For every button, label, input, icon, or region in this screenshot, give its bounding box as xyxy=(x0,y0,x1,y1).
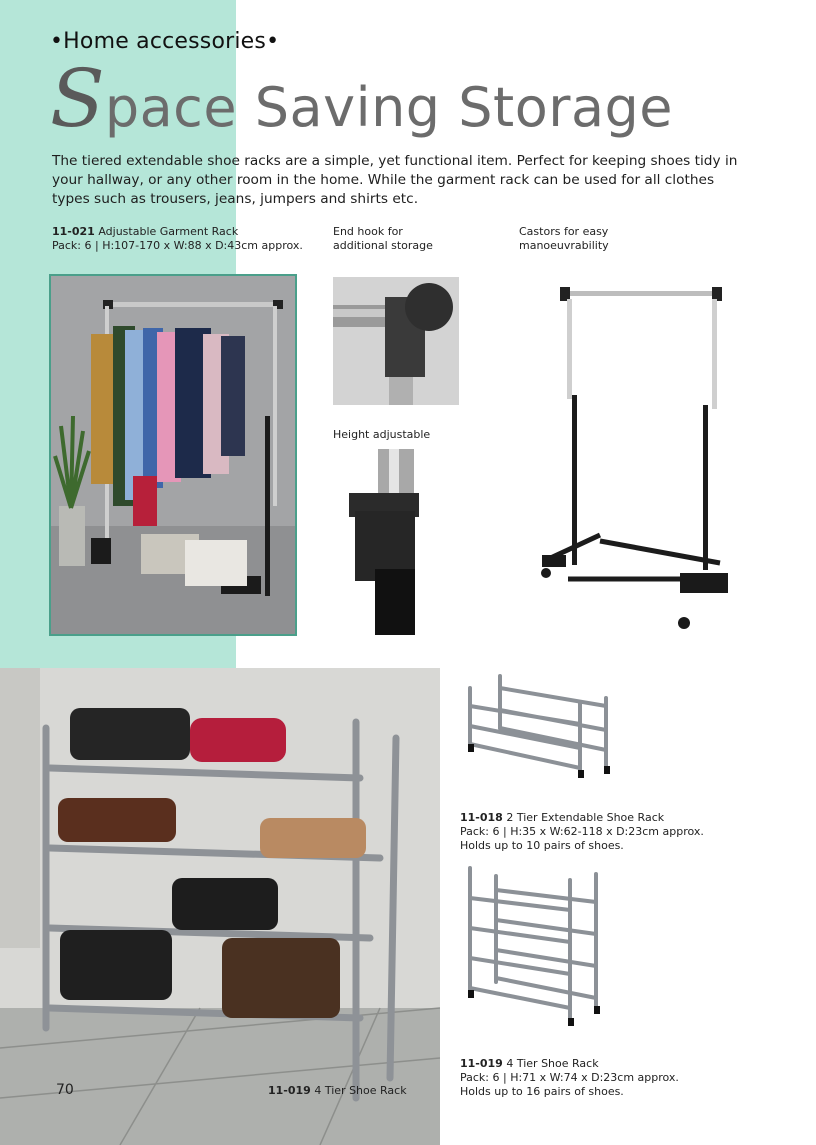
two-tier-rack-caption xyxy=(460,811,704,853)
castors-rack-photo xyxy=(540,283,735,631)
height-adjustable-photo xyxy=(333,449,459,635)
product-name: 4 Tier Shoe Rack xyxy=(506,1057,599,1070)
garment-rack-caption xyxy=(52,225,303,253)
castors-caption xyxy=(519,225,609,253)
product-code: 11-021 xyxy=(52,225,95,238)
two-tier-shoe-rack-photo xyxy=(462,668,614,784)
end-hook-photo xyxy=(333,277,459,405)
caption-line: manoeuvrability xyxy=(519,239,609,252)
four-tier-rack-caption xyxy=(460,1057,679,1099)
product-pack: Pack: 6 | H:35 x W:62-118 x D:23cm approx. xyxy=(460,825,704,838)
product-pack: Pack: 6 | H:107-170 x W:88 x D:43cm approx. xyxy=(52,239,303,252)
title-rest: pace Saving Storage xyxy=(104,76,674,139)
caption-line: additional storage xyxy=(333,239,433,252)
product-code: 11-019 xyxy=(460,1057,503,1070)
end-hook-caption xyxy=(333,225,433,253)
product-code: 11-019 xyxy=(268,1084,311,1097)
shoe-photo-label xyxy=(268,1084,407,1097)
intro-paragraph: The tiered extendable shoe racks are a simple, yet functional item. Perfect for keeping shoes tidy in your hallway, or any other room in the home. While the garment rack can be used for all clothes types such as trousers, jeans, jumpers and shirts etc. xyxy=(52,153,738,207)
product-name: Adjustable Garment Rack xyxy=(98,225,239,238)
product-code: 11-018 xyxy=(460,811,503,824)
product-pack: Pack: 6 | H:71 x W:74 x D:23cm approx. xyxy=(460,1071,679,1084)
title-initial: S xyxy=(50,52,105,145)
height-adjustable-caption: Height adjustable xyxy=(333,428,431,441)
caption-line: End hook for xyxy=(333,225,403,238)
garment-rack-photo xyxy=(49,274,297,636)
product-name: 2 Tier Extendable Shoe Rack xyxy=(506,811,665,824)
product-holds: Holds up to 16 pairs of shoes. xyxy=(460,1085,624,1098)
shoe-rack-photo xyxy=(0,668,440,1145)
page-title xyxy=(50,52,673,145)
category-header: •Home accessories• xyxy=(50,29,280,54)
product-holds: Holds up to 10 pairs of shoes. xyxy=(460,839,624,852)
product-name: 4 Tier Shoe Rack xyxy=(314,1084,407,1097)
four-tier-shoe-rack-photo xyxy=(462,862,606,1032)
caption-line: Castors for easy xyxy=(519,225,609,238)
page-number: 70 xyxy=(56,1082,74,1098)
